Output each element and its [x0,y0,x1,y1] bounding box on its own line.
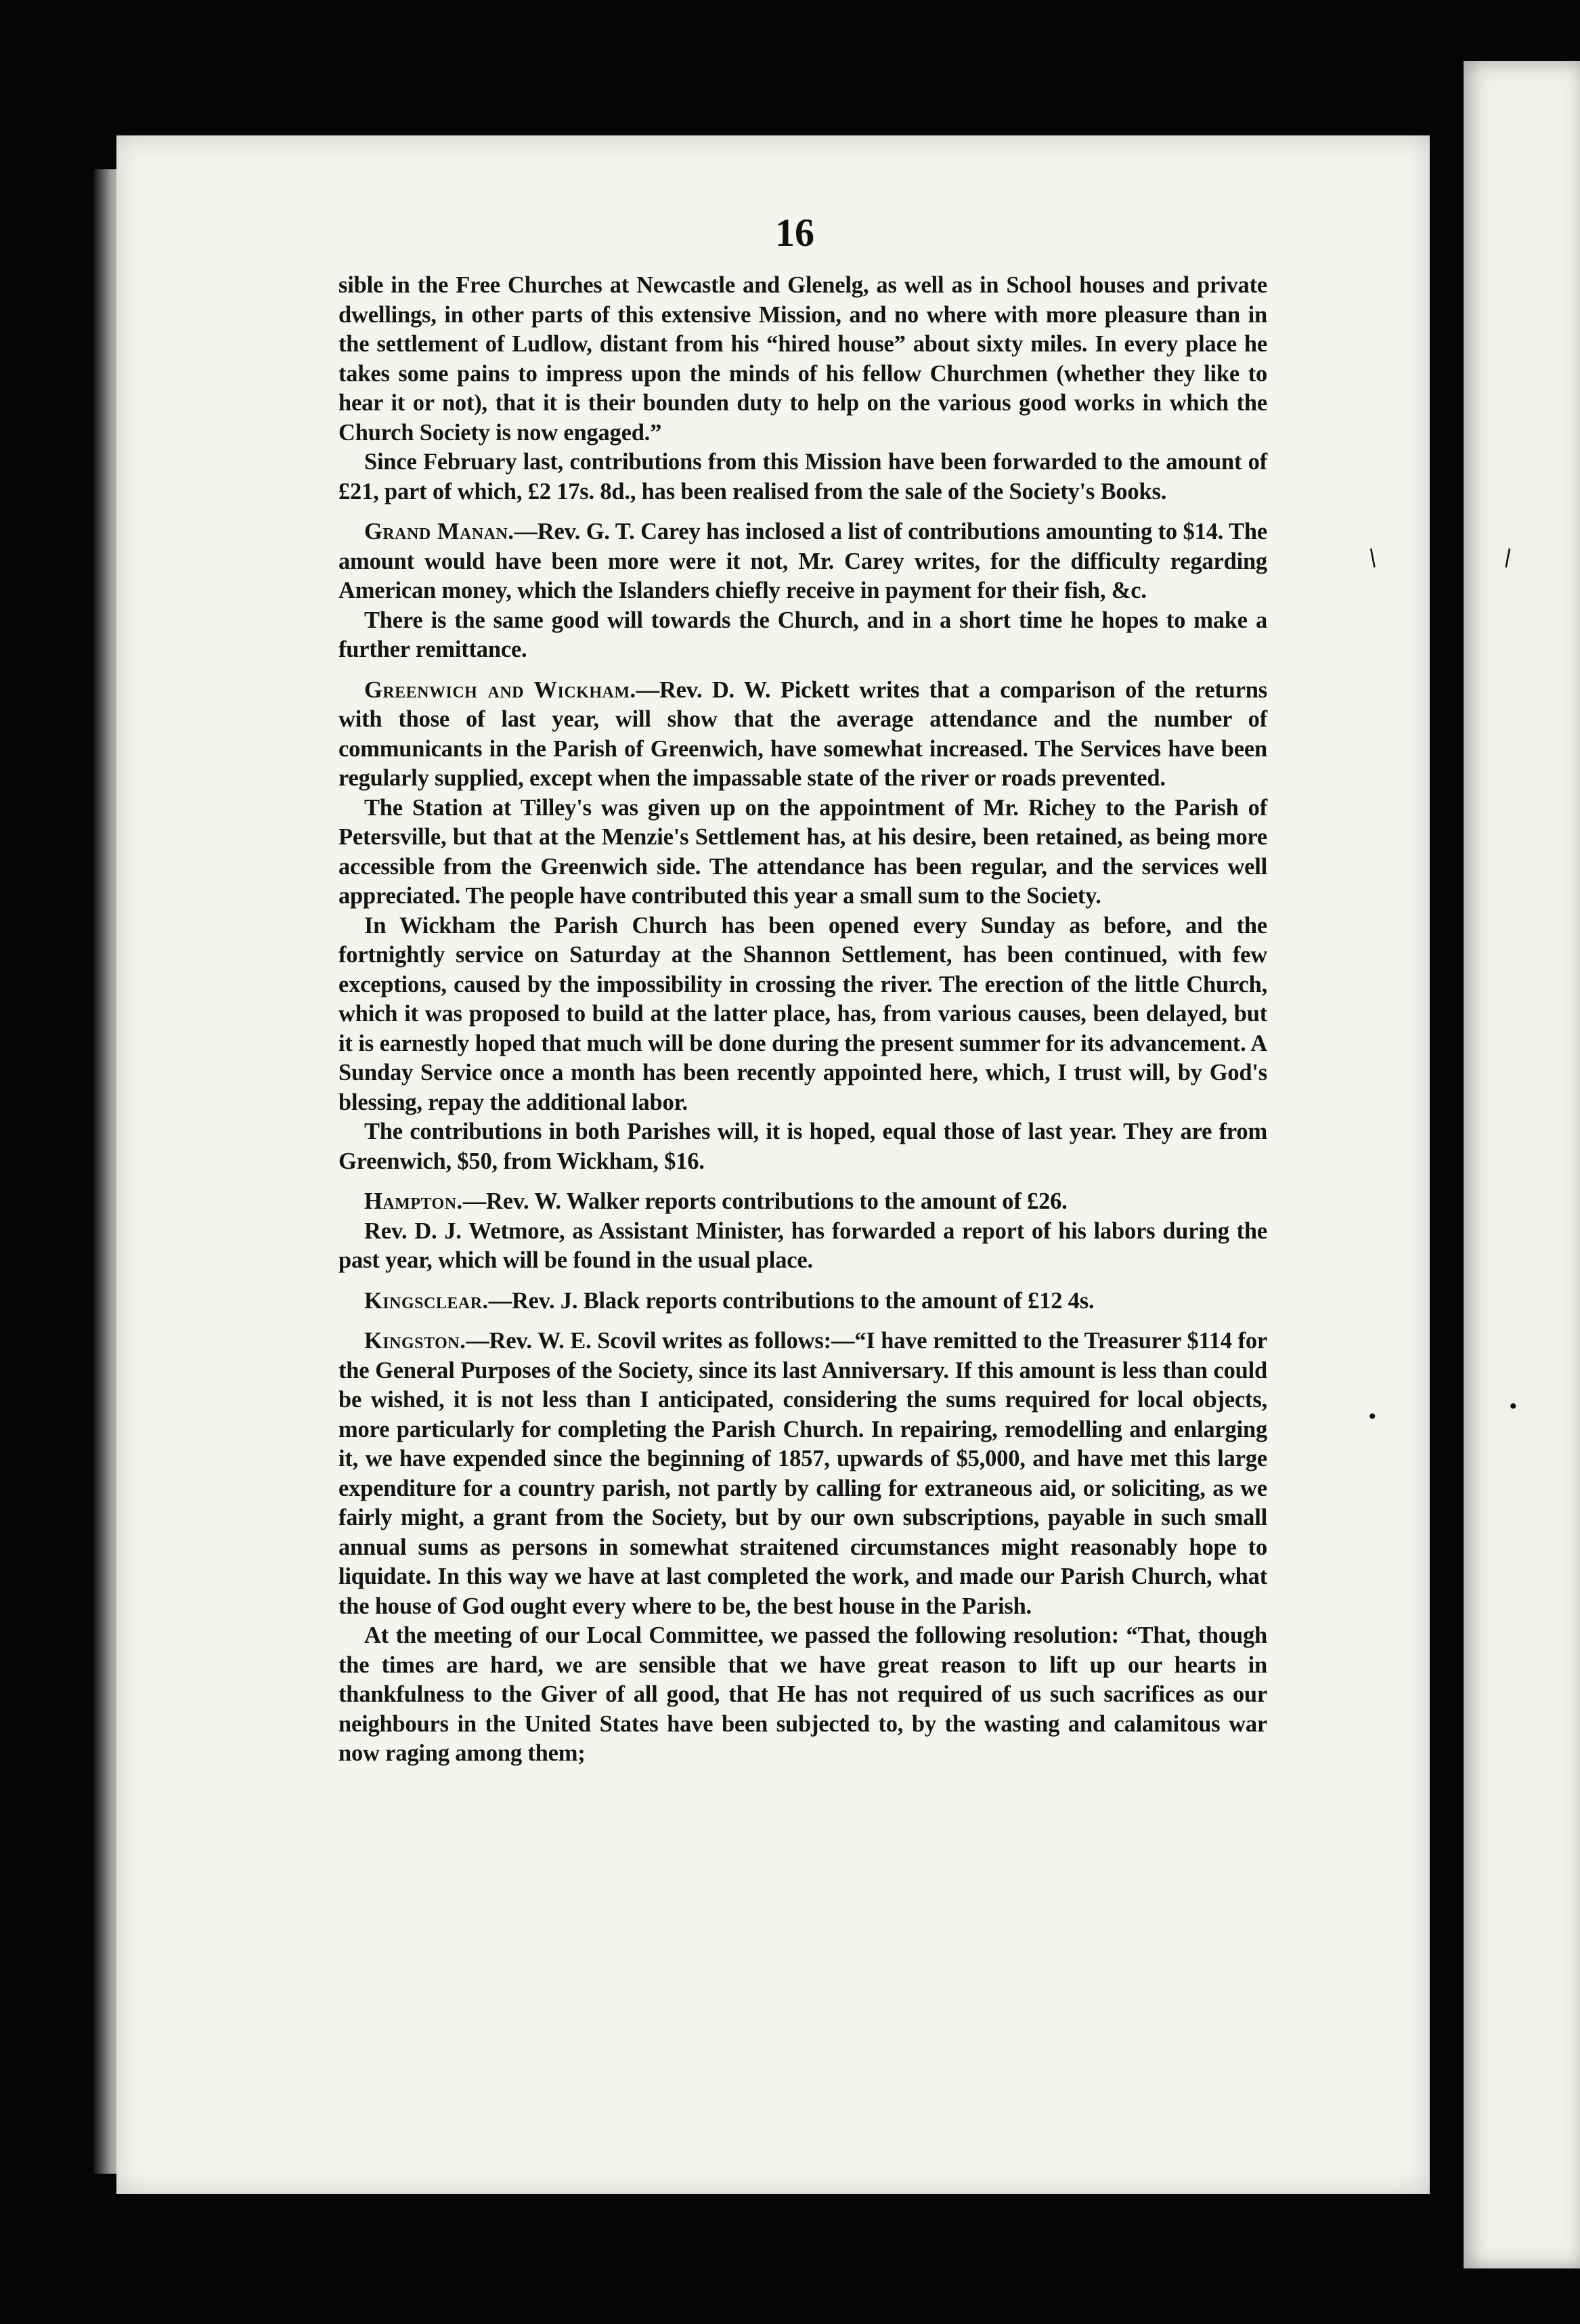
section-heading: Hampton. [364,1188,463,1214]
paragraph: sible in the Free Churches at Newcastle and Glenelg, as well as in School houses and private dwellings, in other parts of this extensive Mission, and no where with more pleasure than in the settlement of Ludlow, distant from his “hired house” about sixty miles. In every place he takes some pains to impress upon the minds of his fellow Churchmen (whether they like to hear it or not), that it is their bounden duty to help on the various good works in which the Church Society is now engaged.” [338,272,1267,446]
ink-dot: • [1369,1405,1376,1427]
section-heading: Grand Manan. [364,519,514,544]
section-paragraph: Kingston.—Rev. W. E. Scovil writes as follows:—“I have remitted to the Treasurer $114 for the General Purposes of the Society, since its last Anniversary. If this amount is less than could be wished, it is not less than I anticipated, considering the sums required for local objects, more particularly for completing the Parish Church. In repairing, remodelling and enlarging it, we have expended since the beginning of 1857, upwards of $5,000, and have met this large expenditure for a country parish, not partly by calling for extraneous aid, or soliciting, as we fairly might, a grant from the Society, but by our own subscriptions, payable in such small annual sums as persons in somewhat straitened circumstances might reasonably hope to liquidate. In this way we have at last completed the work, and made our Parish Church, what the house of God ought every where to be, the best house in the Parish. [338,1328,1267,1619]
section-paragraph: Hampton.—Rev. W. Walker reports contributions to the amount of £26. [364,1188,1068,1214]
ink-mark: / [1361,542,1384,573]
paragraph: In Wickham the Parish Church has been opened every Sunday as before, and the fortnightly service on Saturday at the Shannon Settlement, has been continued, with few exceptions, caused by the impossibility in crossing the river. The erection of the little Church, which it was proposed to build at the latter place, has, from various causes, been delayed, but it is earnestly hoped that much will be done during the present summer for its advancement. A Sunday Service once a month has been recently appointed here, which, I trust will, by God's blessing, repay the additional labor. [338,912,1267,1115]
paragraph: At the meeting of our Local Committee, we passed the following resolution: “That, though the times are hard, we are sensible that we have great reason to lift up our hearts in thankfulness to the Giver of all good, that He has not required of us such sacrifices as our neighbours in the United States have been subjected to, by the wasting and calamitous war now raging among them; [338,1622,1267,1766]
section-paragraph: Grand Manan.—Rev. G. T. Carey has inclosed a list of contributions amounting to $14. The amount would have been more were it not, Mr. Carey writes, for the difficulty regarding American money, which the Islanders chiefly receive in payment for their fish, &c. [338,519,1268,603]
section-heading: Greenwich and Wickham. [364,676,636,703]
paragraph: Rev. D. J. Wetmore, as Assistant Minister, has forwarded a report of his labors during the past year, which will be found in the usual place. [338,1218,1267,1273]
page-number: 16 [775,211,814,255]
paragraph: The contributions in both Parishes will, it is hoped, equal those of last year. They are from Greenwich, $50, from Wickham, $16. [338,1119,1267,1174]
paragraph: There is the same good will towards the Church, and in a short time he hopes to make a further remittance. [338,607,1267,662]
ink-mark: \ [1497,542,1519,573]
section-paragraph: Greenwich and Wickham.—Rev. D. W. Pickett writes that a comparison of the returns with those of last year, will show that the average attendance and the number of communicants in the Parish of Greenwich, have somewhat increased. The Services have been regularly supplied, except when the impassable state of the river or roads prevented. [338,676,1267,791]
section-paragraph: Kingsclear.—Rev. J. Black reports contributions to the amount of £12 4s. [364,1287,1095,1314]
section-heading: Kingston. [364,1328,466,1354]
paragraph: The Station at Tilley's was given up on the appointment of Mr. Richey to the Parish of Petersville, but that at the Menzie's Settlement has, at his desire, been retained, as being more accessible from the Greenwich side. The attendance has been regular, and the services well appreciated. The people have contributed this year a small sum to the Society. [338,794,1267,909]
body-text [338,271,1267,1769]
facing-page-edge [1464,61,1580,2268]
ink-dot: • [1510,1395,1517,1417]
section-heading: Kingsclear. [364,1287,489,1314]
paragraph: Since February last, contributions from this Mission have been forwarded to the amount of £21, part of which, £2 17s. 8d., has been realised from the sale of the Society's Books. [338,449,1267,504]
